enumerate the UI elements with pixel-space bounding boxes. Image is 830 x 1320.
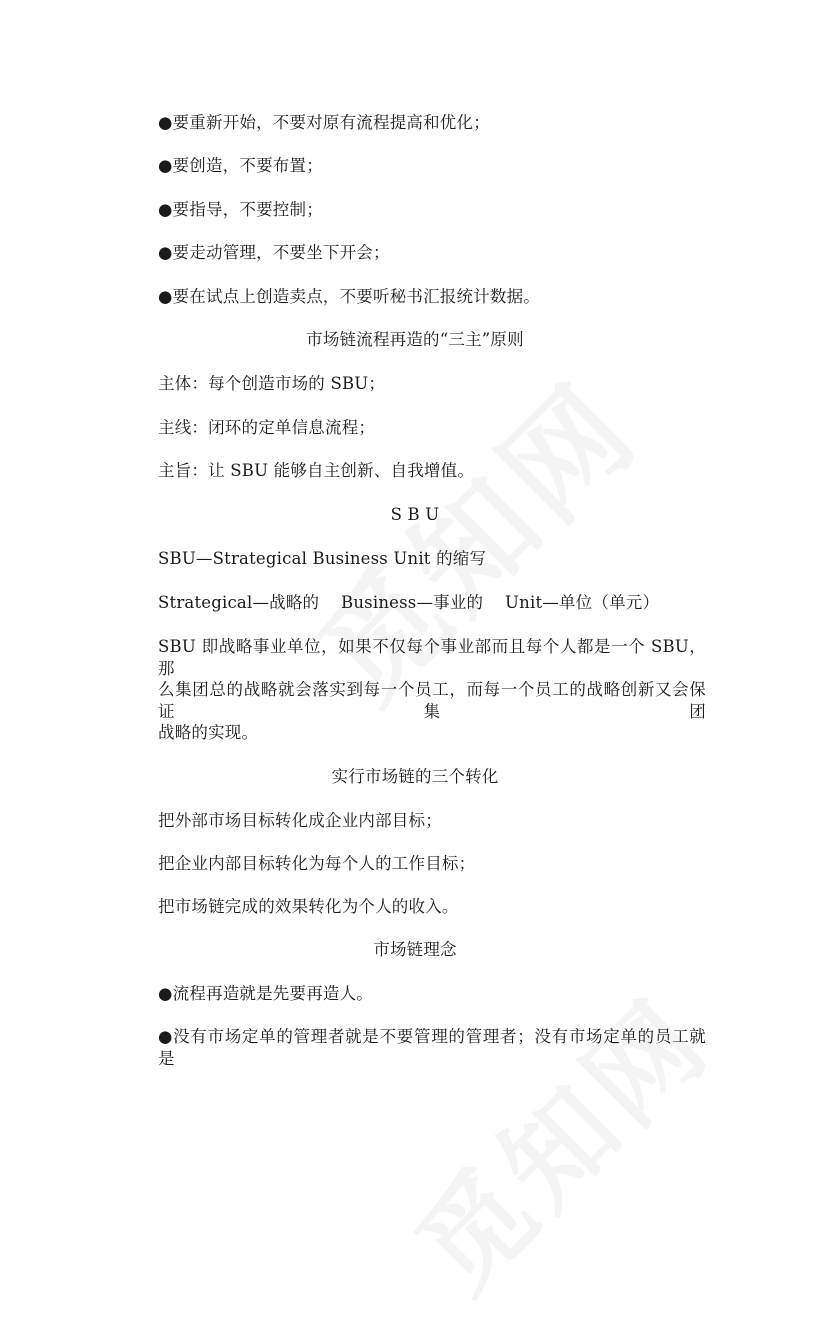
principle-item: 主体：每个创造市场的 SBU；	[158, 374, 386, 393]
bullet-item: ●要创造，不要布置；	[158, 156, 323, 175]
paragraph-line: 战略的实现。	[158, 723, 259, 742]
section-heading: S B U	[390, 505, 440, 524]
sbu-abbreviation: SBU—Strategical Business Unit 的缩写	[158, 549, 487, 568]
bullet-item: ●要指导，不要控制；	[158, 200, 323, 219]
bullet-item: ●要重新开始，不要对原有流程提高和优化；	[158, 113, 490, 132]
section-heading: 市场链流程再造的“三主”原则	[306, 330, 524, 349]
section-heading: 市场链理念	[373, 940, 457, 959]
bullet-item: ●要在试点上创造卖点，不要听秘书汇报统计数据。	[158, 287, 540, 306]
watermark	[376, 958, 738, 1320]
principle-item: 主旨：让 SBU 能够自主创新、自我增值。	[158, 461, 475, 480]
conversion-item: 把企业内部目标转化为每个人的工作目标；	[158, 854, 476, 873]
principle-item: 主线：闭环的定单信息流程；	[158, 418, 376, 437]
paragraph-line: SBU 即战略事业单位，如果不仅每个事业部而且每个人都是一个 SBU，那	[158, 637, 706, 678]
paragraph-line: 么集团总的战略就会落实到每一个员工，而每一个员工的战略创新又会保证集团	[158, 680, 706, 721]
bullet-item: ●要走动管理，不要坐下开会；	[158, 243, 390, 262]
conversion-item: 把市场链完成的效果转化为个人的收入。	[158, 897, 459, 916]
section-heading: 实行市场链的三个转化	[331, 767, 499, 786]
conversion-item: 把外部市场目标转化成企业内部目标；	[158, 811, 442, 830]
sbu-terms: Strategical—战略的 Business—事业的 Unit—单位（单元）	[158, 593, 660, 612]
bullet-item: ●流程再造就是先要再造人。	[158, 984, 373, 1003]
bullet-item: ●没有市场定单的管理者就是不要管理的管理者；没有市场定单的员工就是	[158, 1027, 706, 1068]
